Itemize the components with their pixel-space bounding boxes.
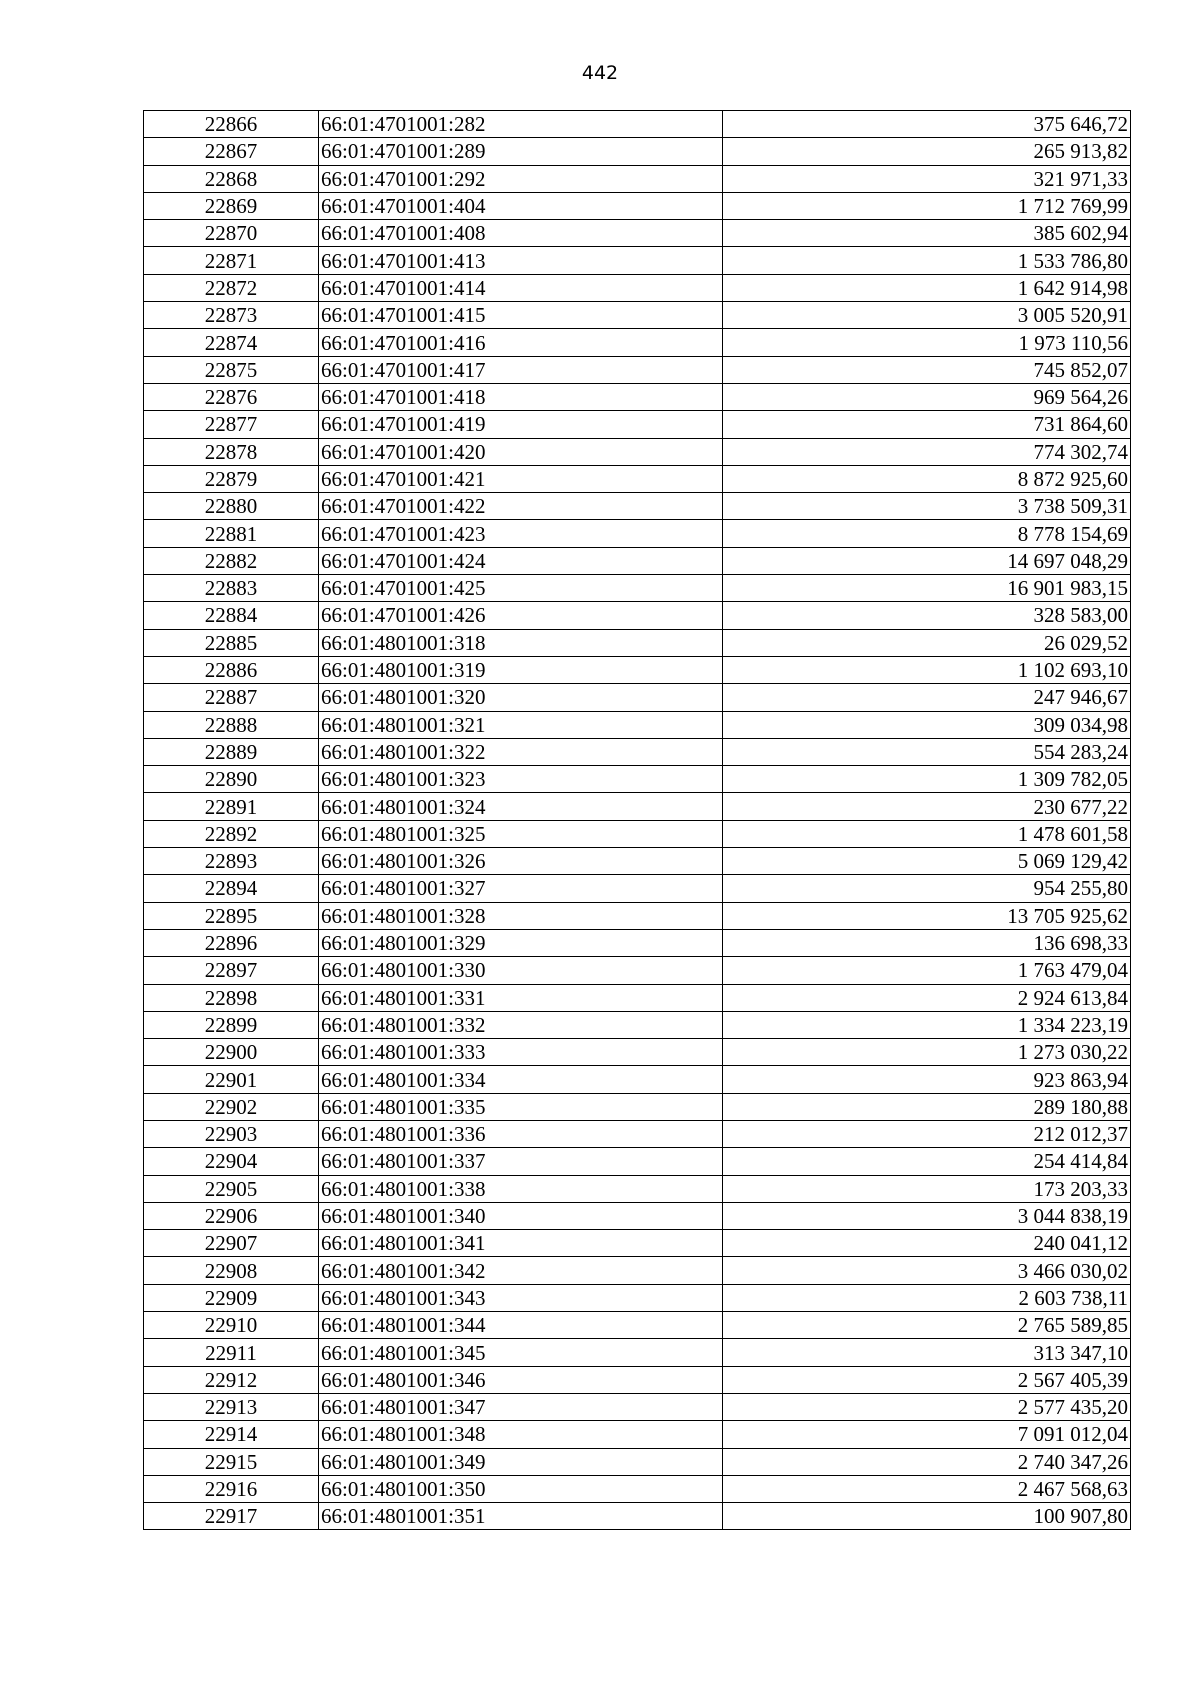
table-row — [144, 684, 1131, 711]
cadastral-number-cell: 66:01:4801001:333 — [319, 1039, 723, 1066]
cadastral-number-cell: 66:01:4801001:318 — [319, 629, 723, 656]
table-row — [144, 656, 1131, 683]
row-number-cell: 22889 — [144, 738, 319, 765]
cadastral-value-cell: 254 414,84 — [723, 1148, 1131, 1175]
table-row — [144, 957, 1131, 984]
cadastral-value-cell: 3 738 509,31 — [723, 493, 1131, 520]
cadastral-number-cell: 66:01:4701001:420 — [319, 438, 723, 465]
cadastral-value-cell: 13 705 925,62 — [723, 902, 1131, 929]
table-row — [144, 602, 1131, 629]
row-number-cell: 22912 — [144, 1366, 319, 1393]
cadastral-value-cell: 1 478 601,58 — [723, 820, 1131, 847]
row-number-cell: 22914 — [144, 1421, 319, 1448]
cadastral-number-cell: 66:01:4701001:282 — [319, 111, 723, 138]
cadastral-value-cell: 554 283,24 — [723, 738, 1131, 765]
cadastral-number-cell: 66:01:4801001:319 — [319, 656, 723, 683]
cadastral-number-cell: 66:01:4701001:289 — [319, 138, 723, 165]
cadastral-number-cell: 66:01:4801001:336 — [319, 1120, 723, 1147]
row-number-cell: 22896 — [144, 929, 319, 956]
cadastral-value-cell: 1 763 479,04 — [723, 957, 1131, 984]
row-number-cell: 22917 — [144, 1503, 319, 1530]
cadastral-value-cell: 321 971,33 — [723, 165, 1131, 192]
cadastral-value-cell: 375 646,72 — [723, 111, 1131, 138]
table-row — [144, 302, 1131, 329]
cadastral-number-cell: 66:01:4701001:424 — [319, 547, 723, 574]
table-row — [144, 629, 1131, 656]
table-row — [144, 192, 1131, 219]
cadastral-number-cell: 66:01:4801001:334 — [319, 1066, 723, 1093]
table-row — [144, 111, 1131, 138]
cadastral-value-cell: 328 583,00 — [723, 602, 1131, 629]
table-row — [144, 493, 1131, 520]
table-row — [144, 875, 1131, 902]
table-row — [144, 738, 1131, 765]
cadastral-value-cell: 1 273 030,22 — [723, 1039, 1131, 1066]
cadastral-number-cell: 66:01:4701001:414 — [319, 274, 723, 301]
row-number-cell: 22915 — [144, 1448, 319, 1475]
row-number-cell: 22882 — [144, 547, 319, 574]
row-number-cell: 22868 — [144, 165, 319, 192]
cadastral-number-cell: 66:01:4701001:426 — [319, 602, 723, 629]
cadastral-value-cell: 5 069 129,42 — [723, 848, 1131, 875]
cadastral-number-cell: 66:01:4801001:341 — [319, 1230, 723, 1257]
table-row — [144, 793, 1131, 820]
row-number-cell: 22884 — [144, 602, 319, 629]
table-row — [144, 165, 1131, 192]
row-number-cell: 22876 — [144, 383, 319, 410]
cadastral-value-cell: 173 203,33 — [723, 1175, 1131, 1202]
cadastral-number-cell: 66:01:4801001:323 — [319, 766, 723, 793]
cadastral-number-cell: 66:01:4701001:416 — [319, 329, 723, 356]
row-number-cell: 22879 — [144, 465, 319, 492]
cadastral-value-cell: 247 946,67 — [723, 684, 1131, 711]
cadastral-number-cell: 66:01:4701001:422 — [319, 493, 723, 520]
cadastral-number-cell: 66:01:4801001:344 — [319, 1312, 723, 1339]
row-number-cell: 22903 — [144, 1120, 319, 1147]
table-row — [144, 138, 1131, 165]
table-body — [144, 111, 1131, 1530]
cadastral-value-cell: 3 466 030,02 — [723, 1257, 1131, 1284]
cadastral-number-cell: 66:01:4701001:404 — [319, 192, 723, 219]
table-row — [144, 902, 1131, 929]
cadastral-number-cell: 66:01:4801001:342 — [319, 1257, 723, 1284]
cadastral-number-cell: 66:01:4801001:347 — [319, 1393, 723, 1420]
table-row — [144, 411, 1131, 438]
table-row — [144, 329, 1131, 356]
table-row — [144, 1503, 1131, 1530]
table-row — [144, 1421, 1131, 1448]
row-number-cell: 22873 — [144, 302, 319, 329]
cadastral-number-cell: 66:01:4701001:413 — [319, 247, 723, 274]
cadastral-number-cell: 66:01:4701001:421 — [319, 465, 723, 492]
row-number-cell: 22895 — [144, 902, 319, 929]
table-row — [144, 1148, 1131, 1175]
table-row — [144, 547, 1131, 574]
row-number-cell: 22878 — [144, 438, 319, 465]
row-number-cell: 22883 — [144, 575, 319, 602]
row-number-cell: 22885 — [144, 629, 319, 656]
row-number-cell: 22909 — [144, 1284, 319, 1311]
cadastral-number-cell: 66:01:4701001:408 — [319, 220, 723, 247]
row-number-cell: 22890 — [144, 766, 319, 793]
cadastral-number-cell: 66:01:4801001:350 — [319, 1475, 723, 1502]
row-number-cell: 22875 — [144, 356, 319, 383]
cadastral-value-cell: 212 012,37 — [723, 1120, 1131, 1147]
row-number-cell: 22877 — [144, 411, 319, 438]
page-number: 442 — [581, 62, 619, 84]
row-number-cell: 22874 — [144, 329, 319, 356]
cadastral-value-cell: 230 677,22 — [723, 793, 1131, 820]
cadastral-number-cell: 66:01:4801001:335 — [319, 1093, 723, 1120]
cadastral-number-cell: 66:01:4801001:351 — [319, 1503, 723, 1530]
row-number-cell: 22906 — [144, 1202, 319, 1229]
cadastral-number-cell: 66:01:4801001:322 — [319, 738, 723, 765]
cadastral-number-cell: 66:01:4701001:419 — [319, 411, 723, 438]
row-number-cell: 22897 — [144, 957, 319, 984]
cadastral-value-cell: 3 044 838,19 — [723, 1202, 1131, 1229]
row-number-cell: 22886 — [144, 656, 319, 683]
cadastral-value-cell: 1 973 110,56 — [723, 329, 1131, 356]
table-row — [144, 1175, 1131, 1202]
cadastral-value-cell: 954 255,80 — [723, 875, 1131, 902]
row-number-cell: 22901 — [144, 1066, 319, 1093]
row-number-cell: 22881 — [144, 520, 319, 547]
cadastral-value-cell: 2 567 405,39 — [723, 1366, 1131, 1393]
cadastral-value-cell: 1 102 693,10 — [723, 656, 1131, 683]
row-number-cell: 22866 — [144, 111, 319, 138]
row-number-cell: 22907 — [144, 1230, 319, 1257]
cadastral-value-cell: 136 698,33 — [723, 929, 1131, 956]
cadastral-value-cell: 969 564,26 — [723, 383, 1131, 410]
cadastral-number-cell: 66:01:4801001:346 — [319, 1366, 723, 1393]
row-number-cell: 22908 — [144, 1257, 319, 1284]
cadastral-number-cell: 66:01:4801001:329 — [319, 929, 723, 956]
cadastral-number-cell: 66:01:4801001:327 — [319, 875, 723, 902]
row-number-cell: 22870 — [144, 220, 319, 247]
cadastral-value-cell: 3 005 520,91 — [723, 302, 1131, 329]
row-number-cell: 22871 — [144, 247, 319, 274]
cadastral-number-cell: 66:01:4701001:418 — [319, 383, 723, 410]
row-number-cell: 22905 — [144, 1175, 319, 1202]
table-row — [144, 1448, 1131, 1475]
table-row — [144, 1039, 1131, 1066]
table-row — [144, 247, 1131, 274]
row-number-cell: 22911 — [144, 1339, 319, 1366]
cadastral-number-cell: 66:01:4801001:324 — [319, 793, 723, 820]
row-number-cell: 22904 — [144, 1148, 319, 1175]
cadastral-value-cell: 8 872 925,60 — [723, 465, 1131, 492]
table-row — [144, 1093, 1131, 1120]
table-row — [144, 1284, 1131, 1311]
row-number-cell: 22916 — [144, 1475, 319, 1502]
table-row — [144, 575, 1131, 602]
cadastral-value-cell: 309 034,98 — [723, 711, 1131, 738]
cadastral-value-cell: 100 907,80 — [723, 1503, 1131, 1530]
table-row — [144, 848, 1131, 875]
table-row — [144, 1120, 1131, 1147]
cadastral-number-cell: 66:01:4801001:345 — [319, 1339, 723, 1366]
cadastral-value-cell: 1 642 914,98 — [723, 274, 1131, 301]
table-row — [144, 1475, 1131, 1502]
table-row — [144, 984, 1131, 1011]
cadastral-value-cell: 8 778 154,69 — [723, 520, 1131, 547]
row-number-cell: 22869 — [144, 192, 319, 219]
row-number-cell: 22888 — [144, 711, 319, 738]
row-number-cell: 22894 — [144, 875, 319, 902]
cadastral-value-cell: 2 924 613,84 — [723, 984, 1131, 1011]
table-row — [144, 520, 1131, 547]
cadastral-number-cell: 66:01:4801001:326 — [319, 848, 723, 875]
cadastral-value-cell: 2 577 435,20 — [723, 1393, 1131, 1420]
cadastral-number-cell: 66:01:4801001:348 — [319, 1421, 723, 1448]
cadastral-number-cell: 66:01:4801001:320 — [319, 684, 723, 711]
table-row — [144, 438, 1131, 465]
cadastral-value-cell: 1 533 786,80 — [723, 247, 1131, 274]
table-row — [144, 274, 1131, 301]
cadastral-value-cell: 2 740 347,26 — [723, 1448, 1131, 1475]
cadastral-value-cell: 2 765 589,85 — [723, 1312, 1131, 1339]
row-number-cell: 22898 — [144, 984, 319, 1011]
row-number-cell: 22891 — [144, 793, 319, 820]
cadastral-number-cell: 66:01:4801001:325 — [319, 820, 723, 847]
cadastral-number-cell: 66:01:4801001:337 — [319, 1148, 723, 1175]
row-number-cell: 22913 — [144, 1393, 319, 1420]
cadastral-number-cell: 66:01:4801001:349 — [319, 1448, 723, 1475]
cadastral-value-cell: 1 712 769,99 — [723, 192, 1131, 219]
row-number-cell: 22899 — [144, 1011, 319, 1038]
cadastral-value-cell: 1 334 223,19 — [723, 1011, 1131, 1038]
cadastral-number-cell: 66:01:4801001:343 — [319, 1284, 723, 1311]
table-row — [144, 1066, 1131, 1093]
cadastral-number-cell: 66:01:4701001:423 — [319, 520, 723, 547]
cadastral-number-cell: 66:01:4701001:292 — [319, 165, 723, 192]
table-row — [144, 383, 1131, 410]
cadastral-value-cell: 16 901 983,15 — [723, 575, 1131, 602]
cadastral-number-cell: 66:01:4801001:340 — [319, 1202, 723, 1229]
cadastral-number-cell: 66:01:4701001:415 — [319, 302, 723, 329]
cadastral-value-cell: 289 180,88 — [723, 1093, 1131, 1120]
table-row — [144, 1312, 1131, 1339]
row-number-cell: 22902 — [144, 1093, 319, 1120]
table-row — [144, 1011, 1131, 1038]
cadastral-number-cell: 66:01:4701001:417 — [319, 356, 723, 383]
cadastral-value-cell: 774 302,74 — [723, 438, 1131, 465]
table-row — [144, 929, 1131, 956]
row-number-cell: 22867 — [144, 138, 319, 165]
cadastral-value-cell: 265 913,82 — [723, 138, 1131, 165]
cadastral-value-table — [143, 110, 1131, 1530]
cadastral-number-cell: 66:01:4701001:425 — [319, 575, 723, 602]
cadastral-value-cell: 26 029,52 — [723, 629, 1131, 656]
row-number-cell: 22893 — [144, 848, 319, 875]
table-row — [144, 1366, 1131, 1393]
cadastral-value-cell: 2 603 738,11 — [723, 1284, 1131, 1311]
table-row — [144, 1393, 1131, 1420]
row-number-cell: 22880 — [144, 493, 319, 520]
table-row — [144, 1230, 1131, 1257]
cadastral-number-cell: 66:01:4801001:331 — [319, 984, 723, 1011]
cadastral-value-cell: 385 602,94 — [723, 220, 1131, 247]
table-row — [144, 711, 1131, 738]
table-row — [144, 220, 1131, 247]
row-number-cell: 22872 — [144, 274, 319, 301]
row-number-cell: 22887 — [144, 684, 319, 711]
table-row — [144, 356, 1131, 383]
table-row — [144, 1257, 1131, 1284]
table-row — [144, 766, 1131, 793]
row-number-cell: 22910 — [144, 1312, 319, 1339]
cadastral-value-cell: 313 347,10 — [723, 1339, 1131, 1366]
cadastral-value-cell: 923 863,94 — [723, 1066, 1131, 1093]
table-row — [144, 1339, 1131, 1366]
cadastral-value-cell: 1 309 782,05 — [723, 766, 1131, 793]
cadastral-value-cell: 240 041,12 — [723, 1230, 1131, 1257]
cadastral-number-cell: 66:01:4801001:321 — [319, 711, 723, 738]
cadastral-value-cell: 14 697 048,29 — [723, 547, 1131, 574]
cadastral-value-cell: 7 091 012,04 — [723, 1421, 1131, 1448]
row-number-cell: 22892 — [144, 820, 319, 847]
cadastral-number-cell: 66:01:4801001:332 — [319, 1011, 723, 1038]
cadastral-value-cell: 2 467 568,63 — [723, 1475, 1131, 1502]
cadastral-value-cell: 731 864,60 — [723, 411, 1131, 438]
row-number-cell: 22900 — [144, 1039, 319, 1066]
table-row — [144, 820, 1131, 847]
cadastral-number-cell: 66:01:4801001:330 — [319, 957, 723, 984]
table-row — [144, 465, 1131, 492]
cadastral-value-cell: 745 852,07 — [723, 356, 1131, 383]
cadastral-number-cell: 66:01:4801001:328 — [319, 902, 723, 929]
table-row — [144, 1202, 1131, 1229]
cadastral-number-cell: 66:01:4801001:338 — [319, 1175, 723, 1202]
